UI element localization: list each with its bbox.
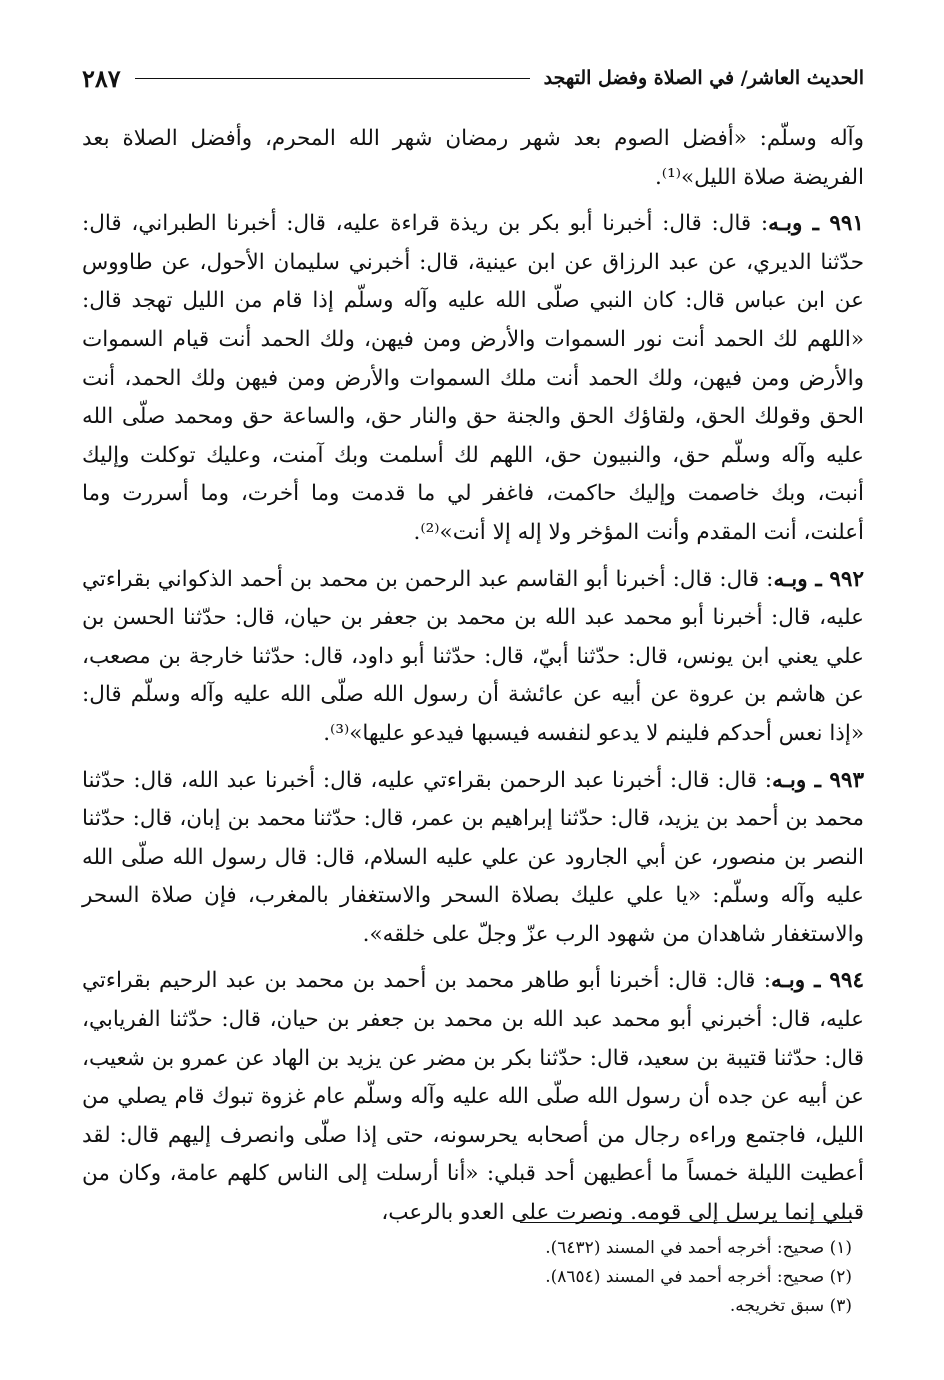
paragraph-text: وآله وسلّم: «أفضل الصوم بعد شهر رمضان شهر الله المحرم، وأفضل الصلاة بعد الفريضة صلاة الليل»⁽¹⁾. xyxy=(82,126,864,190)
footnote-1: (١) صحيح: أخرجه أحمد في المسند (٦٤٣٢). xyxy=(545,1238,852,1258)
hadith-number: ٩٩٢ ـ وبـه xyxy=(773,566,864,592)
hadith-number: ٩٩٣ ـ وبـه xyxy=(772,767,864,793)
header-rule xyxy=(135,78,530,79)
running-header xyxy=(82,58,864,98)
hadith-991 xyxy=(82,205,864,552)
hadith-993 xyxy=(82,762,864,955)
hadith-number: ٩٩٤ ـ وبـه xyxy=(770,968,865,994)
hadith-992 xyxy=(82,561,864,754)
paragraph-text: : قال: قال: أخبرنا عبد الرحمن بقراءتي عليه، قال: أخبرنا عبد الله، قال: حدّثنا محمد بن أحمد بن يزيد، قال: حدّثنا إبراهيم بن عمر، قال: حدّثنا محمد بن إبان، قال: حدّثنا النصر بن منصور، عن أبي الجارود عن علي عليه السلام، قال: قال رسول الله صلّى الله عليه وآله وسلّم: «يا علي عليك بصلاة السحر والاستغفار بالمغرب، فإن صلاة السحر والاستغفار شاهدان من شهود الرب عزّ وجلّ على خلقه». xyxy=(82,767,864,947)
footnote-3: (٣) سبق تخريجه. xyxy=(729,1296,852,1316)
page-number: ٢٨٧ xyxy=(82,63,121,93)
footnotes xyxy=(300,1234,852,1321)
footnote-separator xyxy=(520,1222,852,1223)
footnote-2: (٢) صحيح: أخرجه أحمد في المسند (٨٦٥٤). xyxy=(545,1267,852,1287)
hadith-994 xyxy=(82,962,864,1232)
paragraph-text: : قال: قال: أخبرنا أبو طاهر محمد بن أحمد بن محمد بن عبد الرحيم بقراءتي عليه، قال: أخبرني أبو محمد عبد الله بن محمد بن جعفر بن حيان، قال: حدّثنا الفريابي، قال: حدّثنا قتيبة بن سعيد، قال: حدّثنا بكر بن مضر عن يزيد بن الهاد عن عمرو بن شعيب، عن أبيه عن جده أن رسول الله صلّى الله عليه وآله وسلّم عام غزوة تبوك قام يصلي من الليل، فاجتمع وراءه رجال من أصحابه يحرسونه، حتى إذا صلّى وانصرف إليهم قال: لقد أعطيت الليلة خمساً ما أعطيهن أحد قبلي: «أنا أرسلت إلى الناس كلهم عامة، وكان من قبلي إنما يرسل إلى قومه. ونصرت على العدو بالرعب، xyxy=(82,968,864,1226)
main-text xyxy=(82,120,864,1241)
header-title: الحديث العاشر/ في الصلاة وفضل التهجد xyxy=(543,67,864,89)
hadith-number: ٩٩١ ـ وبـه xyxy=(768,211,864,237)
paragraph-continuation xyxy=(82,120,864,197)
paragraph-text: : قال: قال: أخبرنا أبو القاسم عبد الرحمن بن محمد بن أحمد الذكواني بقراءتي عليه، قال: أخبرنا أبو محمد عبد الله بن محمد بن جعفر بن حيان، قال: حدّثنا الحسن بن علي يعني ابن يونس، قال: حدّثنا أبيّ، قال: حدّثنا أبو داود، قال: حدّثنا خارجة بن مصعب، عن هاشم بن عروة عن أبيه عن عائشة أن رسول الله صلّى الله عليه وآله وسلّم قال: «إذا نعس أحدكم فلينم لا يدعو لنفسه فيسبها فيدعو عليها»⁽³⁾. xyxy=(82,566,864,746)
paragraph-text: : قال: قال: أخبرنا أبو بكر بن ريذة قراءة عليه، قال: أخبرنا الطبراني، قال: حدّثنا الديري، عن عبد الرزاق عن ابن عينية، قال: أخبرني سليمان الأحول، عن طاووس عن ابن عباس قال: كان النبي صلّى الله عليه وآله وسلّم إذا قام من الليل تهجد قال: «اللهم لك الحمد أنت نور السموات والأرض ومن فيهن، ولك الحمد أنت قيام السموات والأرض ومن فيهن، ولك الحمد أنت ملك السموات والأرض ومن فيهن ولك الحمد، أنت الحق وقولك الحق، ولقاؤك الحق والجنة حق والنار حق، والساعة حق ومحمد صلّى الله عليه وآله وسلّم حق، والنبيون حق، اللهم لك أسلمت وبك آمنت، وعليك توكلت وإليك أنبت، وبك خاصمت وإليك حاكمت، فاغفر لي ما قدمت وما أخرت، وما أسررت وما أعلنت، أنت المقدم وأنت المؤخر ولا إله إلا أنت»⁽²⁾. xyxy=(82,211,864,545)
